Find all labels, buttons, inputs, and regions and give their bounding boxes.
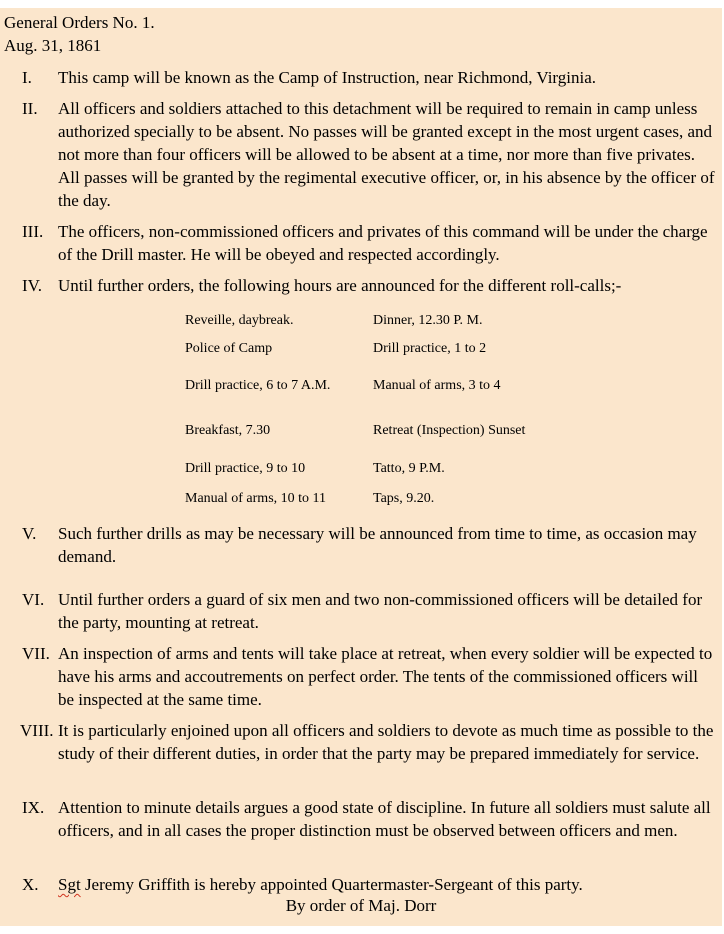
schedule-row [185,362,573,408]
schedule-row [185,452,573,484]
order-number: III. [22,222,44,241]
document-date: Aug. 31, 1861 [4,36,102,55]
schedule-cell: Reveille, daybreak. [185,312,294,328]
order-text [58,873,718,896]
order-text-rest: Jeremy Griffith is hereby appointed Quartermaster-Sergeant of this party. [80,875,583,894]
order-number: VII. [22,644,50,663]
order-number: VIII. [20,721,54,740]
order-number: IX. [22,798,45,817]
order-number: I. [22,68,32,87]
order-number: X. [22,875,39,894]
schedule-row [185,334,573,362]
order-number: V. [22,524,37,543]
order-number: IV. [22,276,42,295]
schedule-cell: Taps, 9.20. [373,490,435,506]
schedule-cell: Drill practice, 6 to 7 A.M. [185,377,331,393]
schedule-cell: Manual of arms, 10 to 11 [185,490,327,506]
schedule-cell: Drill practice, 9 to 10 [185,460,306,476]
schedule-row [185,408,573,452]
order-number: VI. [22,590,45,609]
document-page [0,8,722,926]
schedule-cell: Manual of arms, 3 to 4 [373,377,501,393]
schedule-row [185,306,573,334]
schedule-row [185,484,573,512]
order-text: Until further orders, the following hours are announced for the different roll-calls;- [58,276,622,295]
schedule-cell: Police of Camp [185,340,273,356]
order-text: The officers, non-commissioned officers and privates of this command will be under the charge of the Drill master. He will be obeyed and respected accordingly. [58,222,708,264]
order-text: All officers and soldiers attached to this detachment will be required to remain in camp unless authorized specially to be absent. No passes will be granted except in the most urgent cases, and not more than four officers will be allowed to be absent at a time, nor more than five privates. All passes will be granted by the regimental executive officer, or, in his absence by the officer of the day. [58,99,715,210]
order-text: An inspection of arms and tents will take place at retreat, when every soldier will be expected to have his arms and accoutrements on perfect order. The tents of the commissioned officers will be inspected at the same time. [58,644,713,709]
roll-call-schedule [185,306,573,512]
order-text: Such further drills as may be necessary will be announced from time to time, as occasion may demand. [58,524,697,566]
sgt-abbreviation: Sgt [58,875,81,894]
order-text: It is particularly enjoined upon all officers and soldiers to devote as much time as possible to the study of their different duties, in order that the party may be prepared immediately for service. [58,721,714,763]
order-text: Attention to minute details argues a good state of discipline. In future all soldiers must salute all officers, and in all cases the proper distinction must be observed between officers and men. [58,798,711,840]
schedule-cell: Tatto, 9 P.M. [373,460,445,476]
signature-line: By order of Maj. Dorr [285,896,437,915]
schedule-cell: Drill practice, 1 to 2 [373,340,487,356]
schedule-cell: Breakfast, 7.30 [185,422,271,438]
order-text: This camp will be known as the Camp of Instruction, near Richmond, Virginia. [58,68,597,87]
order-number: II. [22,99,38,118]
order-text: Until further orders a guard of six men and two non-commissioned officers will be detailed for the party, mounting at retreat. [58,590,703,632]
schedule-cell: Retreat (Inspection) Sunset [373,422,526,438]
schedule-cell: Dinner, 12.30 P. M. [373,312,483,328]
document-title: General Orders No. 1. [4,13,155,32]
